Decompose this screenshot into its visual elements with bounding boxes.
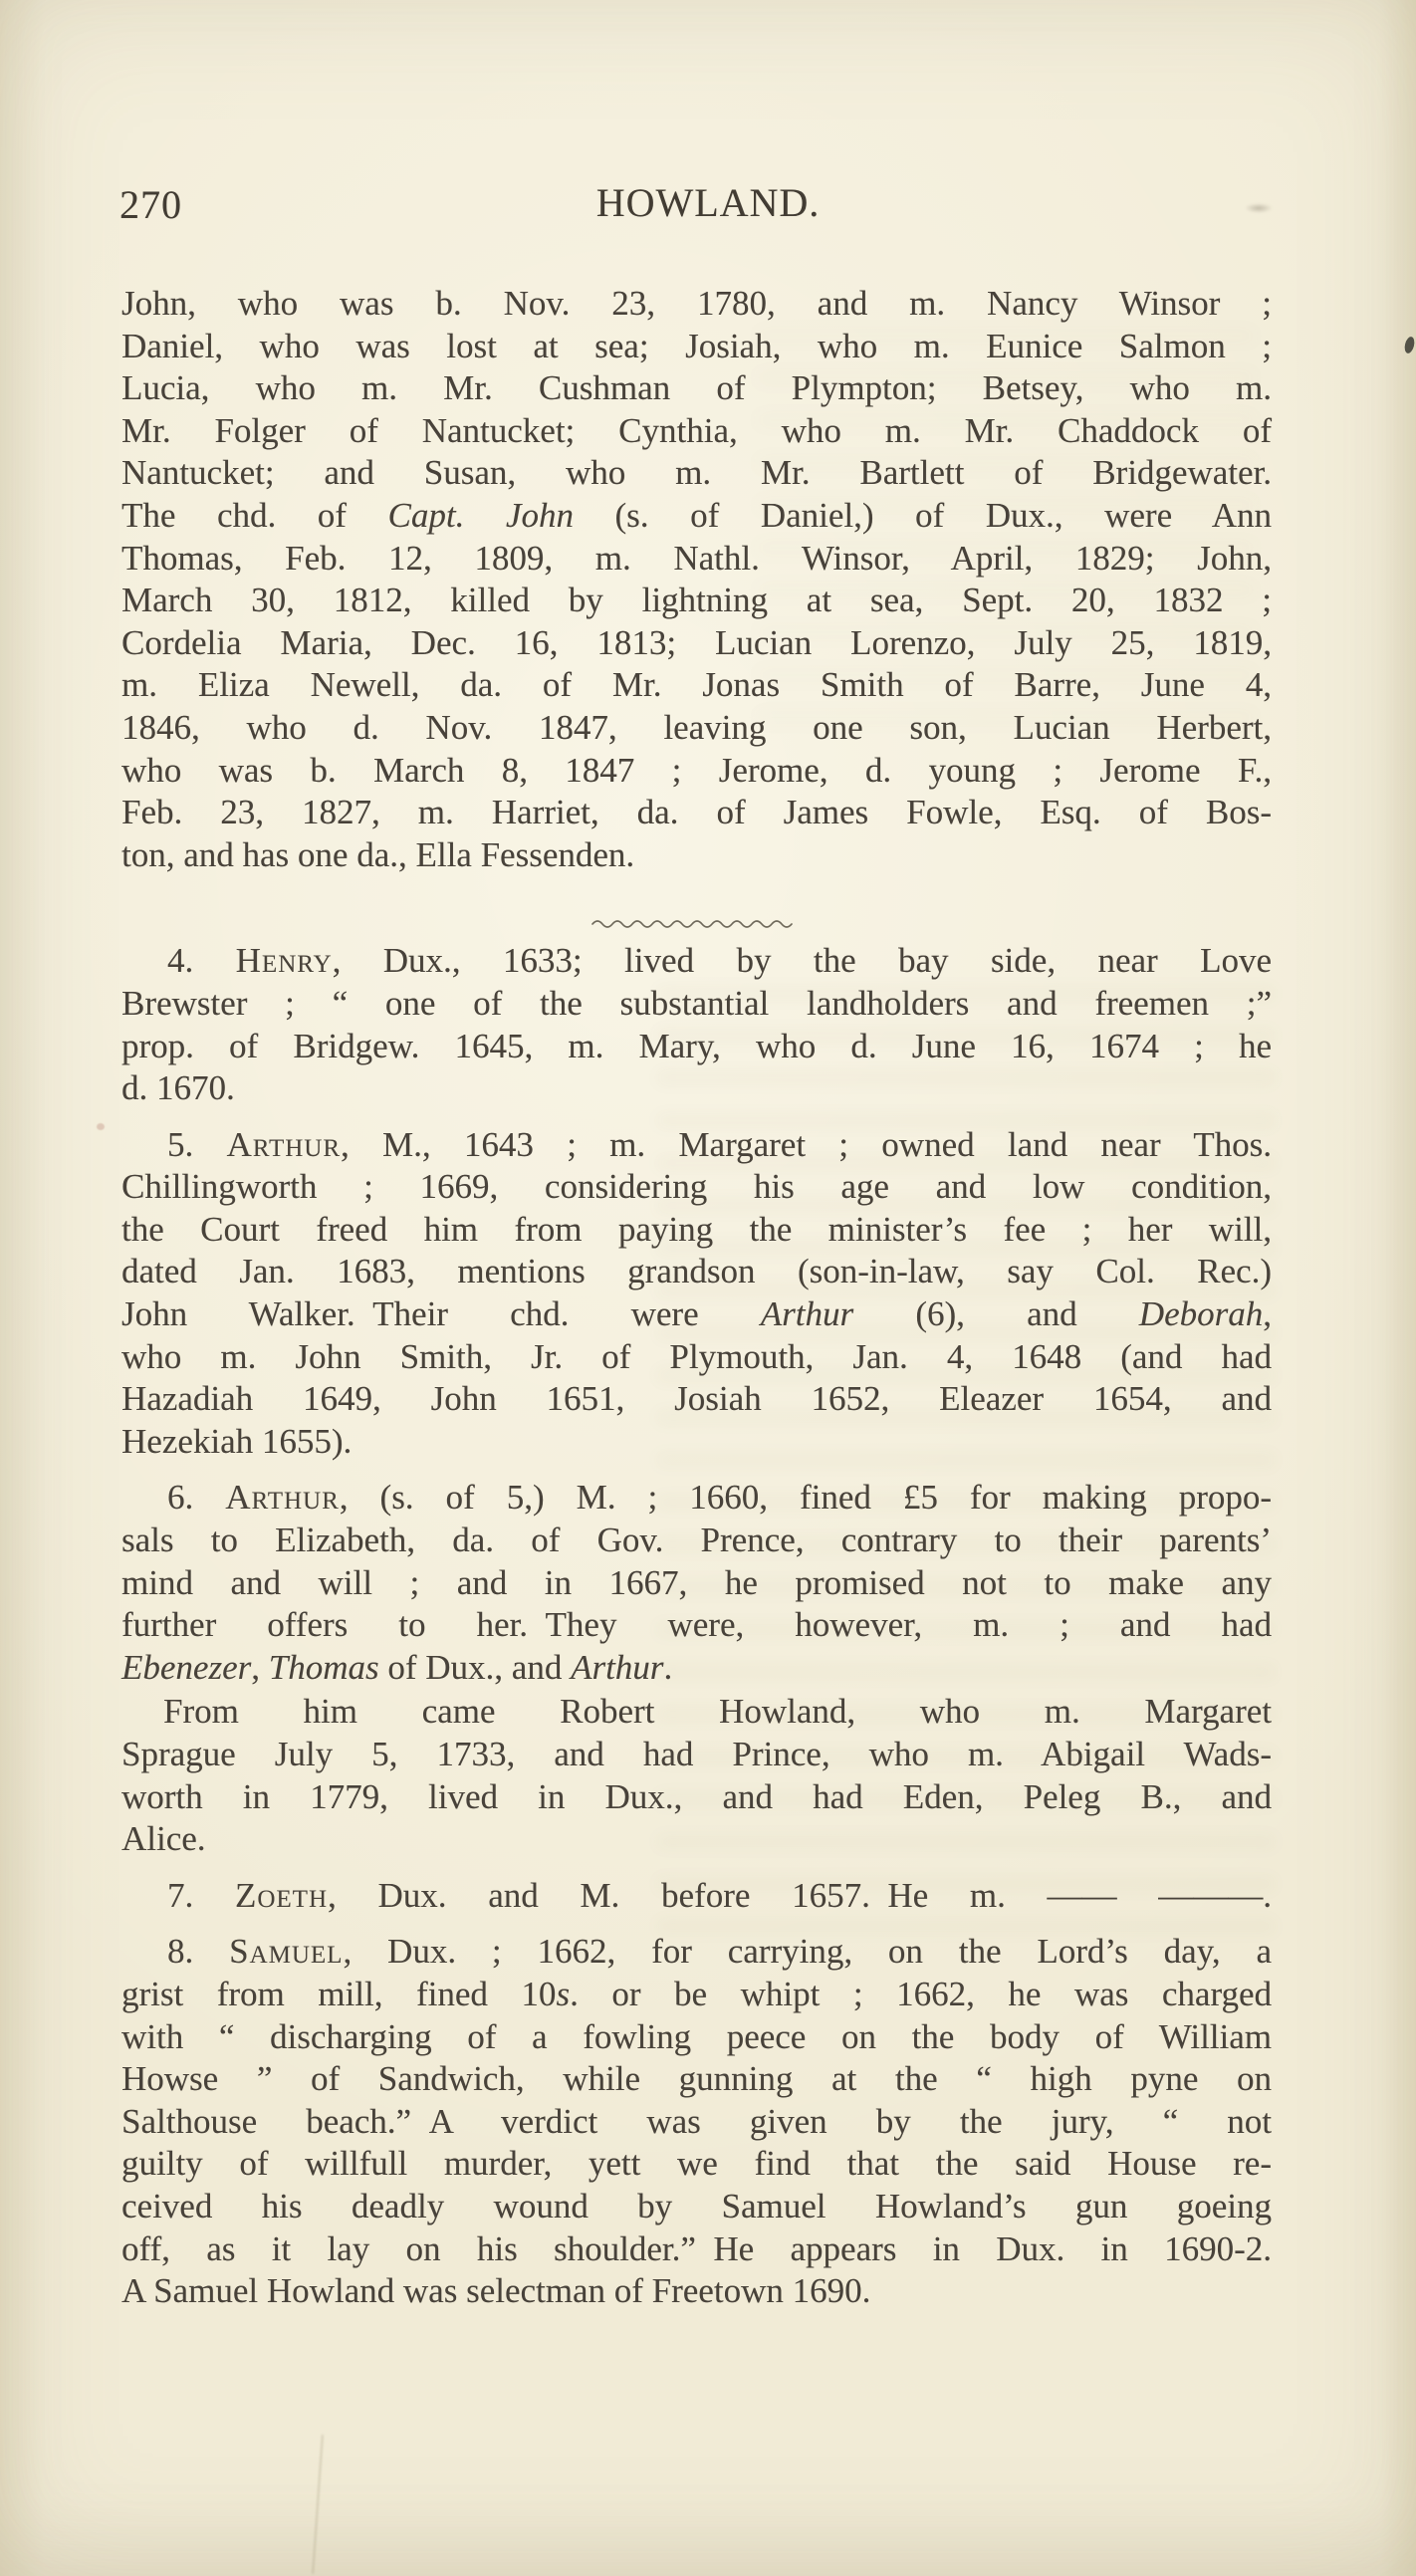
paragraph (121, 1875, 1272, 1918)
text-segment: (6), and (853, 1294, 1139, 1334)
text-line (121, 2143, 1272, 2186)
text-segment: Thomas, Feb. 12, 1809, m. Nathl. Winsor, April, 1829; John, (121, 538, 1272, 578)
text-segment: , Dux. ; 1662, for carrying, on the Lord’s day, a (343, 1932, 1272, 1972)
text-segment: Arthur (225, 1478, 340, 1518)
text-segment: Mr. Folger of Nantucket; Cynthia, who m. Mr. Chaddock of (121, 410, 1272, 450)
text-segment: Hazadiah 1649, John 1651, Josiah 1652, Eleazer 1654, and (121, 1379, 1272, 1419)
text-segment: prop. of Bridgew. 1645, m. Mary, who d. June 16, 1674 ; he (121, 1026, 1272, 1065)
text-segment: 6. (167, 1478, 226, 1518)
text-line (121, 410, 1272, 453)
text-line (121, 1647, 1272, 1690)
paragraph (121, 940, 1272, 1109)
paragraph (121, 1124, 1272, 1464)
text-segment: d. 1670. (121, 1068, 235, 1108)
text-line (121, 1562, 1272, 1605)
text-line (121, 1421, 1272, 1464)
text-line (121, 1776, 1272, 1819)
text-segment: Feb. 23, 1827, m. Harriet, da. of James Fowle, Esq. of Bos- (121, 793, 1272, 832)
text-line (121, 940, 1272, 983)
text-line (121, 1251, 1272, 1293)
text-line (121, 367, 1272, 410)
text-segment: 1846, who d. Nov. 1847, leaving one son, Lucian Herbert, (121, 707, 1272, 747)
text-segment: Ebenezer (121, 1647, 252, 1687)
text-line (121, 2186, 1272, 2228)
text-line (121, 1378, 1272, 1421)
text-segment: 8. (167, 1932, 230, 1972)
text-line (121, 1818, 1272, 1861)
text-line (121, 750, 1272, 793)
text-segment: , (s. of 5,) M. ; 1660, fined £5 for making propo- (339, 1478, 1273, 1518)
text-line (121, 538, 1272, 581)
text-segment: Lucia, who m. Mr. Cushman of Plympton; Betsey, who m. (121, 368, 1272, 408)
paragraph (121, 1477, 1272, 1689)
text-segment: , Dux. and M. before 1657. He m. —— ———. (328, 1875, 1272, 1915)
text-line (121, 1026, 1272, 1068)
text-line (121, 1691, 1272, 1734)
text-segment: who m. John Smith, Jr. of Plymouth, Jan. 4, 1648 (and had (121, 1336, 1272, 1376)
text-line (121, 326, 1272, 368)
text-line (121, 1209, 1272, 1252)
text-line (121, 1974, 1272, 2016)
text-segment: . or be whipt ; 1662, he was charged (570, 1974, 1273, 2013)
text-line (121, 1931, 1272, 1974)
text-line (121, 1336, 1272, 1379)
text-segment: Chillingworth ; 1669, considering his age and low condition, (121, 1167, 1272, 1207)
text-segment: . (663, 1647, 673, 1687)
text-segment: ceived his deadly wound by Samuel Howland’s gun goeing (121, 2186, 1272, 2225)
text-segment: m. Eliza Newell, da. of Mr. Jonas Smith of Barre, June 4, (121, 665, 1272, 705)
paragraph (121, 1691, 1272, 1860)
text-segment: further offers to her. They were, however, m. ; and had (121, 1605, 1272, 1645)
text-line (121, 707, 1272, 750)
text-segment: grist from mill, fined 10 (121, 1974, 557, 2013)
page-body (121, 283, 1272, 2313)
text-segment: who was b. March 8, 1847 ; Jerome, d. young ; Jerome F., (121, 750, 1272, 790)
squiggle-icon (590, 915, 805, 929)
paper-crease (312, 2435, 324, 2574)
text-segment: Daniel, who was lost at sea; Josiah, who m. Eunice Salmon ; (121, 326, 1272, 365)
text-segment: of Dux., and (378, 1647, 572, 1687)
text-segment: dated Jan. 1683, mentions grandson (son-in-law, say Col. Rec.) (121, 1252, 1272, 1291)
text-line (121, 1067, 1272, 1110)
text-line (121, 664, 1272, 707)
text-segment: off, as it lay on his shoulder.” He appears in Dux. in 1690-2. (121, 2228, 1272, 2268)
text-segment: s (556, 1974, 571, 2013)
paragraph (121, 1931, 1272, 2312)
ink-speck (1403, 336, 1416, 354)
text-line (121, 2270, 1272, 2313)
text-segment: , (1263, 1294, 1272, 1334)
text-segment: , M., 1643 ; m. Margaret ; owned land near Thos. (341, 1124, 1272, 1164)
text-segment: ton, and has one da., Ella Fessenden. (121, 834, 635, 874)
text-line (121, 792, 1272, 834)
text-line (121, 580, 1272, 622)
text-line (121, 2016, 1272, 2059)
text-segment: worth in 1779, lived in Dux., and had Eden, Peleg B., and (121, 1776, 1272, 1816)
text-line (121, 622, 1272, 665)
text-line (121, 1875, 1272, 1918)
text-segment: (s. of Daniel,) of Dux., were Ann (573, 495, 1273, 535)
paper-speck (97, 1123, 105, 1130)
text-segment: Nantucket; and Susan, who m. Mr. Bartlett of Bridgewater. (121, 453, 1272, 493)
text-segment: Hezekiah 1655). (121, 1421, 353, 1461)
text-segment: Capt. John (387, 495, 574, 535)
text-segment: Alice. (121, 1819, 206, 1859)
text-segment: Salthouse beach.” A verdict was given by the jury, “ not (121, 2101, 1272, 2141)
text-segment: Cordelia Maria, Dec. 16, 1813; Lucian Lorenzo, July 25, 1819, (121, 622, 1272, 662)
text-segment: Arthur (226, 1124, 342, 1164)
text-line (121, 1604, 1272, 1647)
text-segment: John, who was b. Nov. 23, 1780, and m. Nancy Winsor ; (121, 284, 1272, 323)
text-segment: guilty of willfull murder, yett we find that the said House re- (121, 2144, 1272, 2184)
text-line (121, 2228, 1272, 2271)
text-segment: with “ discharging of a fowling peece on the body of William (121, 2016, 1272, 2056)
text-line (121, 1734, 1272, 1776)
text-segment: , (251, 1647, 269, 1687)
text-line (121, 1166, 1272, 1209)
text-segment: mind and will ; and in 1667, he promised not to make any (121, 1562, 1272, 1602)
squiggle-divider (121, 898, 1272, 914)
page-number: 270 (119, 182, 182, 227)
paragraph (121, 283, 1272, 876)
text-segment: Samuel (229, 1932, 344, 1972)
text-segment: , Dux., 1633; lived by the bay side, near Love (332, 941, 1273, 981)
text-segment: A Samuel Howland was selectman of Freetown 1690. (121, 2271, 871, 2311)
text-line (121, 452, 1272, 495)
page-header: HOWLAND. (595, 180, 821, 225)
text-segment: 7. (167, 1875, 235, 1915)
text-segment: From him came Robert Howland, who m. Margaret (163, 1692, 1272, 1732)
ink-smudge (1245, 203, 1273, 213)
text-segment: Sprague July 5, 1733, and had Prince, who m. Abigail Wads- (121, 1735, 1272, 1773)
text-segment: Arthur (760, 1294, 854, 1334)
text-segment: the Court freed him from paying the minister’s fee ; her will, (121, 1209, 1272, 1249)
text-segment: Howse ” of Sandwich, while gunning at the “ high pyne on (121, 2059, 1272, 2099)
text-line (121, 2101, 1272, 2144)
text-line (121, 1520, 1272, 1562)
text-segment: Henry (235, 941, 333, 981)
text-segment: 4. (167, 941, 236, 981)
text-line (121, 283, 1272, 326)
text-line (121, 1293, 1272, 1336)
text-line (121, 1124, 1272, 1167)
text-segment: Arthur (571, 1647, 664, 1687)
text-segment: 5. (167, 1124, 227, 1164)
text-segment: sals to Elizabeth, da. of Gov. Prence, contrary to their parents’ (121, 1521, 1272, 1560)
text-segment: Zoeth (234, 1875, 328, 1915)
text-line (121, 495, 1272, 538)
text-line (121, 834, 1272, 877)
text-line (121, 1477, 1272, 1520)
text-segment: John Walker. Their chd. were (121, 1294, 761, 1334)
text-segment: Brewster ; “ one of the substantial landholders and freemen ;” (121, 983, 1272, 1023)
text-segment: Deborah (1138, 1294, 1264, 1334)
text-line (121, 983, 1272, 1026)
text-segment: Thomas (268, 1647, 379, 1687)
text-line (121, 2058, 1272, 2101)
text-segment: March 30, 1812, killed by lightning at sea, Sept. 20, 1832 ; (121, 581, 1272, 620)
text-segment: The chd. of (121, 495, 388, 535)
